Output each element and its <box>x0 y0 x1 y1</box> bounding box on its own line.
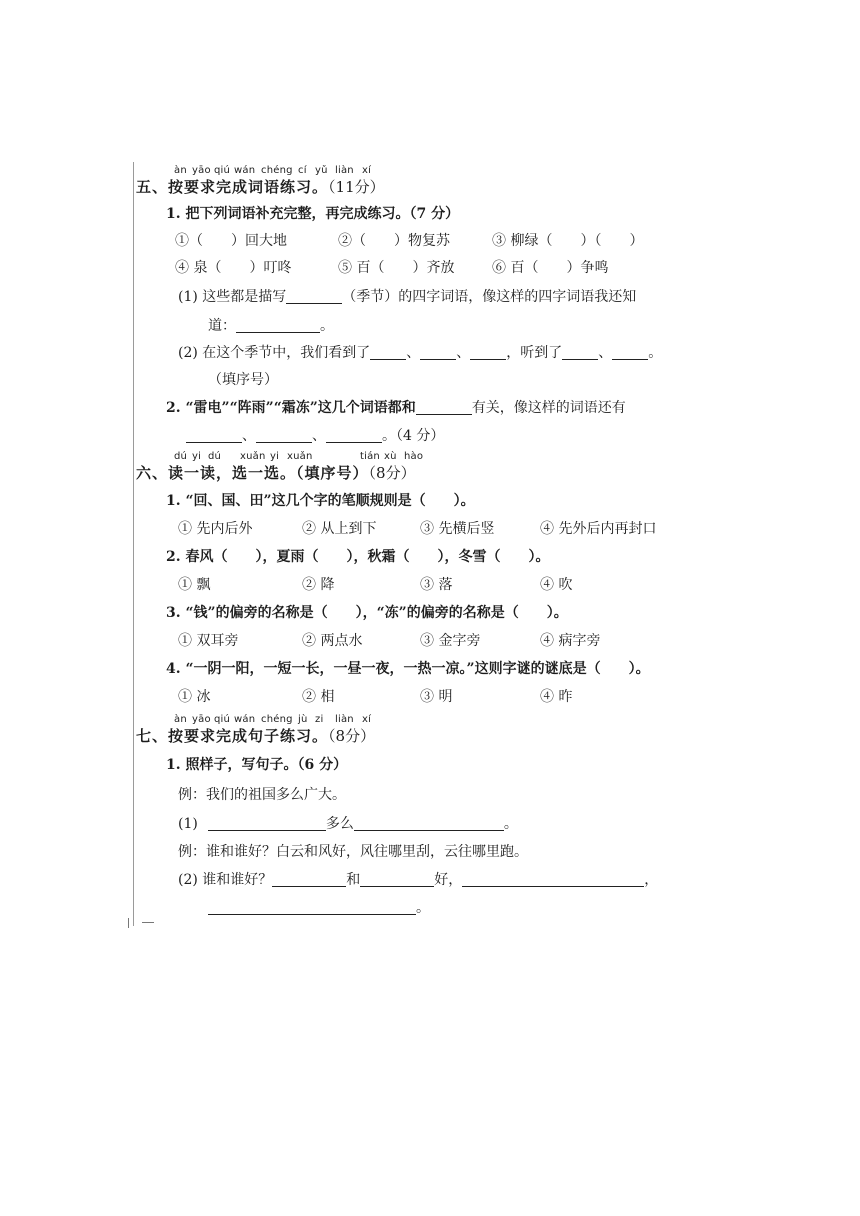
section-title: 按要求完成词语练习。 <box>168 178 329 196</box>
choice-option[interactable]: ② 相 <box>302 689 335 705</box>
choice-option[interactable]: ① 先内后外 <box>178 521 253 537</box>
sub2-text-b: ，听到了 <box>506 345 563 361</box>
pinyin: jù <box>298 714 308 725</box>
choice-option[interactable]: ④ 吹 <box>540 577 573 593</box>
sentence-2-comma: ， <box>644 872 659 888</box>
section-6-heading <box>136 463 416 483</box>
choice-option[interactable]: ④ 病字旁 <box>540 633 601 649</box>
choice-option[interactable]: ④ 昨 <box>540 689 573 705</box>
pinyin: hào <box>404 451 424 462</box>
pinyin: wán <box>234 165 256 176</box>
pinyin: chéng <box>261 165 293 176</box>
answer-blank[interactable] <box>470 345 506 360</box>
q2-end: 。（4 分） <box>382 428 445 444</box>
pinyin: dú <box>174 451 188 462</box>
pinyin: cí <box>298 165 307 176</box>
answer-blank[interactable] <box>370 345 406 360</box>
answer-blank[interactable] <box>272 872 346 887</box>
choice-option[interactable]: ③ 金字旁 <box>420 633 481 649</box>
pinyin: qiú <box>214 714 231 725</box>
fill-item: ②（ ）物复苏 <box>338 233 450 249</box>
answer-blank[interactable] <box>562 345 598 360</box>
binding-margin-line <box>133 162 134 926</box>
pinyin: xí <box>362 714 372 725</box>
pinyin: yi <box>270 451 280 462</box>
sentence-2-prompt: (2) 谁和谁好？ <box>178 872 273 888</box>
sub2-text-a: (2) 在这个季节中，我们看到了 <box>178 345 371 361</box>
choice-option[interactable]: ④ 先外后内再封口 <box>540 521 657 537</box>
fill-item: ④ 泉（ ）叮咚 <box>175 260 292 276</box>
fill-item: ⑤ 百（ ）齐放 <box>338 260 455 276</box>
section-title: 按要求完成句子练习。 <box>168 727 329 745</box>
q2-stem-b: 有关，像这样的词语还有 <box>471 400 626 416</box>
section-points: （8分） <box>328 727 376 745</box>
choice-option[interactable]: ① 飘 <box>178 577 211 593</box>
question-5-1-stem: 1. 把下列词语补充完整，再完成练习。（7 分） <box>166 206 460 222</box>
pinyin: yāo <box>192 714 211 725</box>
answer-blank[interactable] <box>326 428 382 443</box>
sentence-1-middle: 多么 <box>325 816 354 832</box>
sub1-text-c: 道： <box>208 318 236 334</box>
pinyin: yǔ <box>315 165 328 176</box>
choice-option[interactable]: ① 冰 <box>178 689 211 705</box>
question-6-2-stem: 2. 春风（ ），夏雨（ ），秋霜（ ），冬雪（ ）。 <box>166 549 550 565</box>
section-points: （8分） <box>368 464 416 482</box>
pinyin: xù <box>384 451 397 462</box>
choice-option[interactable]: ③ 先横后竖 <box>420 521 495 537</box>
question-5-1-sub1 <box>178 287 636 307</box>
answer-blank[interactable] <box>462 872 644 887</box>
separator: 、 <box>406 345 421 361</box>
fill-item: ⑥ 百（ ）争鸣 <box>492 260 609 276</box>
section-points: （11分） <box>328 178 385 196</box>
answer-blank[interactable] <box>420 345 456 360</box>
question-5-2-stem <box>166 398 626 418</box>
pinyin: tián <box>360 451 380 462</box>
answer-blank[interactable] <box>256 428 312 443</box>
answer-blank[interactable] <box>286 289 342 304</box>
question-6-4-stem: 4. “一阴一阳，一短一长，一昼一夜，一热一凉。”这则字谜的谜底是（ ）。 <box>166 661 650 677</box>
pinyin: àn <box>174 165 187 176</box>
answer-blank[interactable] <box>208 816 326 831</box>
question-7-1-stem: 1. 照样子，写句子。（6 分） <box>166 757 348 773</box>
sub1-text-b: （季节）的四字词语，像这样的四字词语我还知 <box>342 289 637 305</box>
pinyin: xuǎn <box>240 451 266 462</box>
section-7-heading <box>136 726 375 746</box>
pinyin: xí <box>362 165 372 176</box>
sentence-2 <box>178 870 658 890</box>
pinyin: xuǎn <box>287 451 313 462</box>
section-number: 七、 <box>136 727 169 745</box>
fill-item: ①（ ）回大地 <box>175 233 287 249</box>
choice-option[interactable]: ② 从上到下 <box>302 521 377 537</box>
section-number: 六、 <box>136 464 169 482</box>
question-5-2-blanks <box>186 426 444 446</box>
answer-blank[interactable] <box>354 816 504 831</box>
question-5-1-sub2 <box>178 343 662 363</box>
section-title: 读一读，选一选。（填序号） <box>168 464 369 482</box>
example-sentence-2: 例：谁和谁好？白云和风好，风往哪里刮，云往哪里跑。 <box>178 844 528 860</box>
sentence-1-end: 。 <box>503 816 518 832</box>
pinyin: liàn <box>335 714 354 725</box>
question-5-1-sub1-cont <box>208 316 334 336</box>
pinyin: yi <box>192 451 202 462</box>
section-number: 五、 <box>136 178 169 196</box>
sub1-text-a: (1) 这些都是描写 <box>178 289 287 305</box>
pinyin: wán <box>234 714 256 725</box>
separator: 、 <box>456 345 471 361</box>
answer-blank[interactable] <box>208 900 416 915</box>
pinyin: qiú <box>214 165 231 176</box>
separator: 、 <box>312 428 326 444</box>
sentence-2-end: 。 <box>416 900 430 916</box>
choice-option[interactable]: ② 两点水 <box>302 633 363 649</box>
fill-item: ③ 柳绿（ ）（ ） <box>492 233 644 249</box>
pinyin: zi <box>315 714 324 725</box>
answer-blank[interactable] <box>186 428 242 443</box>
sentence-2-and: 和 <box>346 872 361 888</box>
choice-option[interactable]: ② 降 <box>302 577 335 593</box>
separator: 、 <box>598 345 613 361</box>
separator: 、 <box>242 428 256 444</box>
pinyin: chéng <box>261 714 293 725</box>
margin-dash-mark <box>142 922 154 923</box>
sentence-1-number: (1) <box>178 816 198 832</box>
choice-option[interactable]: ③ 明 <box>420 689 453 705</box>
sentence-2-cont <box>208 898 430 918</box>
sub1-end: 。 <box>320 318 334 334</box>
pinyin: dú <box>208 451 222 462</box>
question-6-3-stem: 3. “钱”的偏旁的名称是（ ），“冻”的偏旁的名称是（ ）。 <box>166 605 568 621</box>
sub2-end: 。 <box>648 345 663 361</box>
choice-option[interactable]: ③ 落 <box>420 577 453 593</box>
q2-stem-a: 2. “雷电”“阵雨”“霜冻”这几个词语都和 <box>166 400 416 416</box>
pinyin: liàn <box>335 165 354 176</box>
choice-option[interactable]: ① 双耳旁 <box>178 633 239 649</box>
section-5-heading <box>136 177 385 197</box>
pinyin: yāo <box>192 165 211 176</box>
answer-blank[interactable] <box>360 872 434 887</box>
answer-blank[interactable] <box>416 400 472 415</box>
answer-blank[interactable] <box>612 345 648 360</box>
example-sentence-1: 例：我们的祖国多么广大。 <box>178 787 346 803</box>
margin-tick-mark <box>128 918 129 928</box>
sentence-2-good: 好， <box>434 872 463 888</box>
question-5-1-sub2-note: （填序号） <box>208 372 278 388</box>
pinyin: àn <box>174 714 187 725</box>
answer-blank[interactable] <box>236 318 320 333</box>
sentence-1 <box>178 814 518 834</box>
question-6-1-stem: 1. “回、国、田”这几个字的笔顺规则是（ ）。 <box>166 493 475 509</box>
